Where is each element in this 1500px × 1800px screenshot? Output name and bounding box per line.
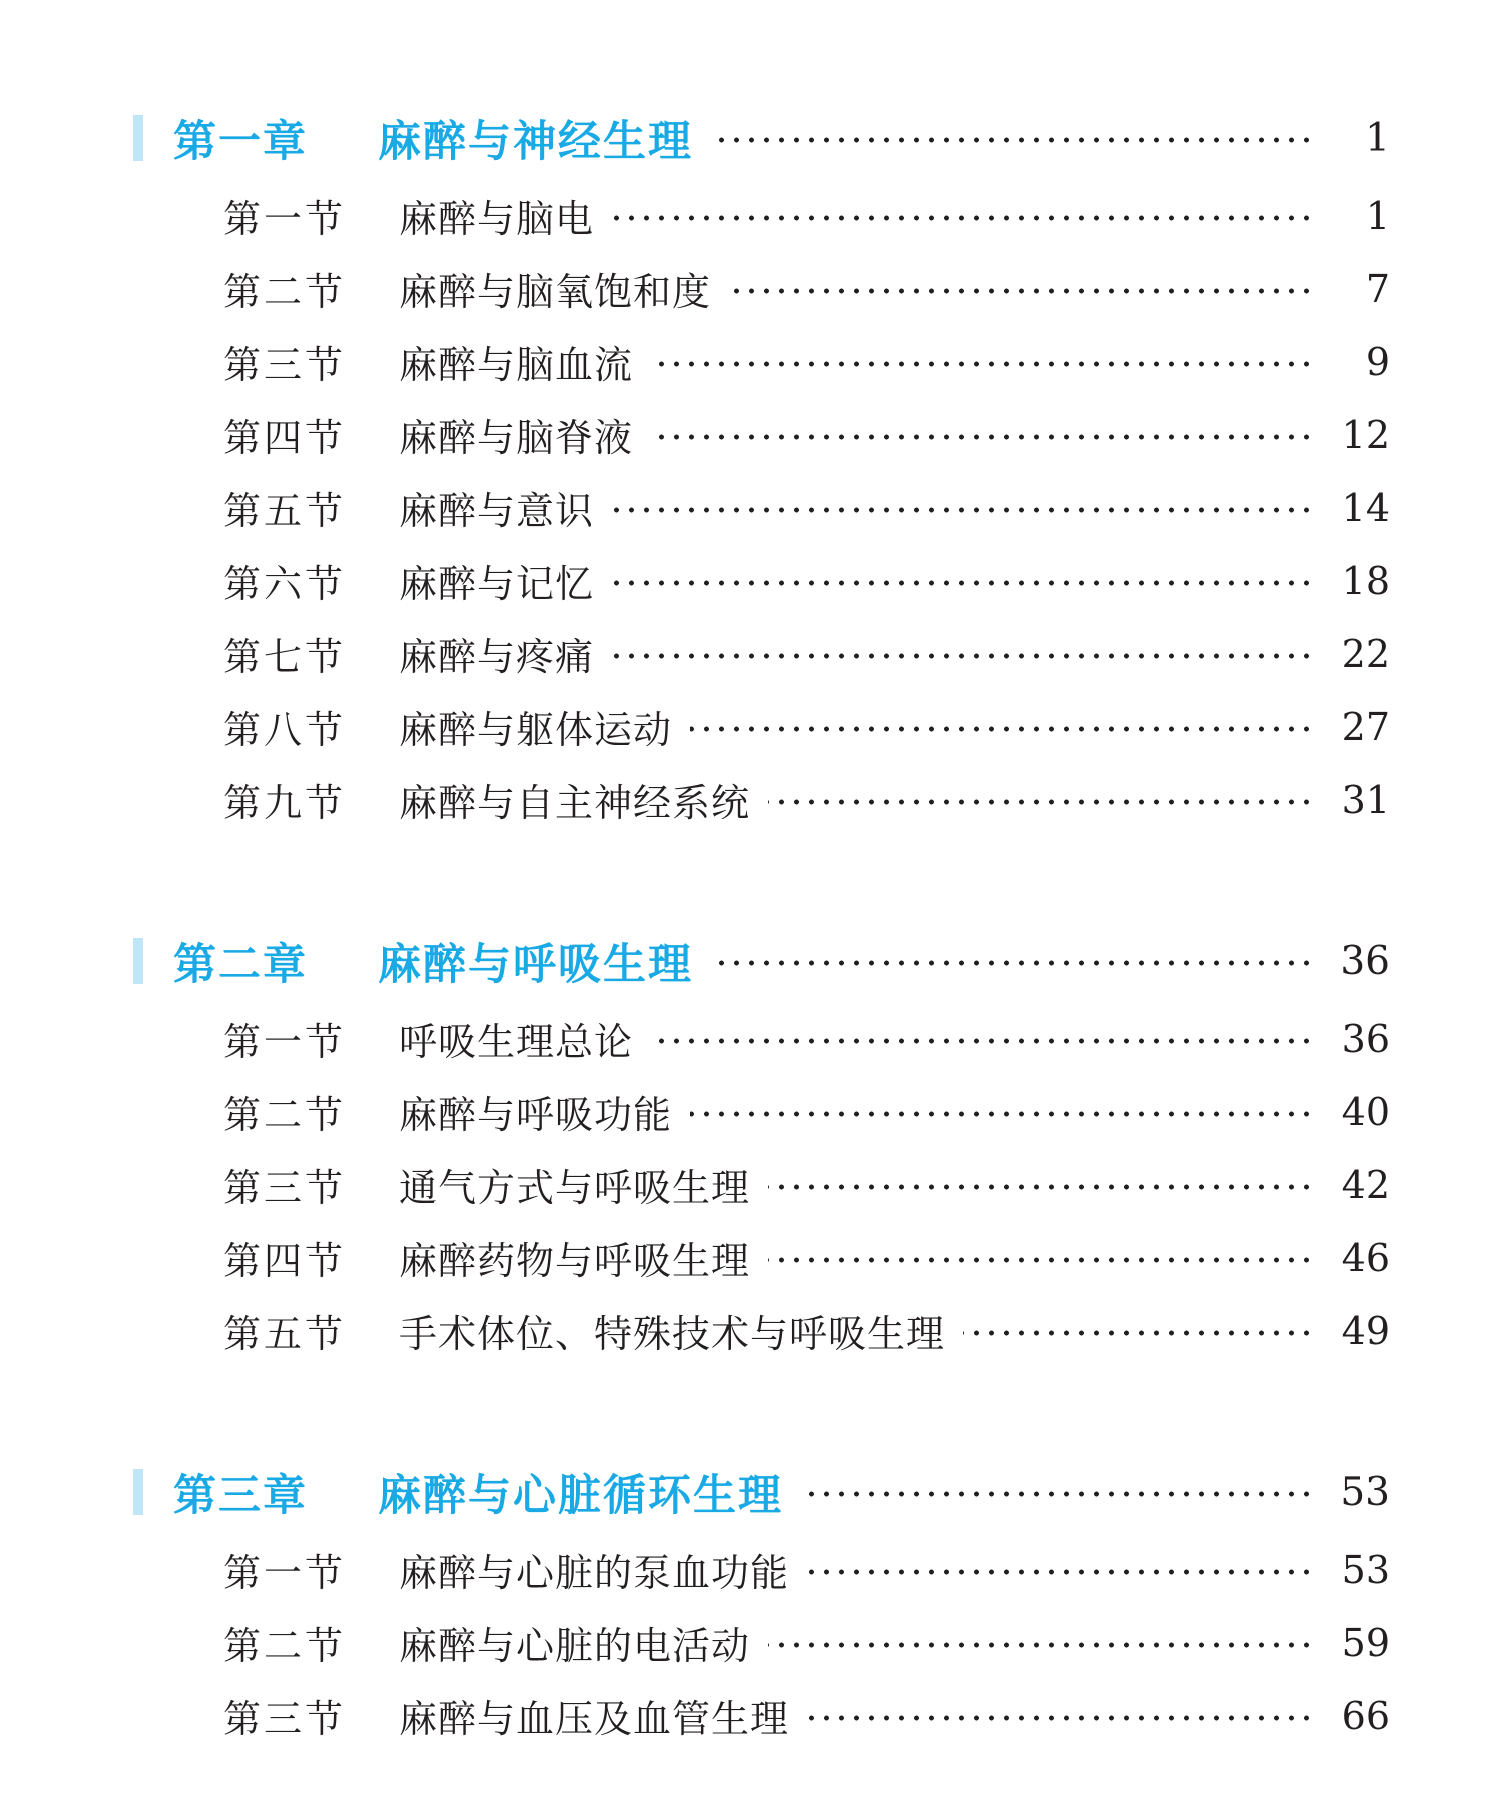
section-title: 麻醉药物与呼吸生理 — [399, 1239, 751, 1283]
section-entry[interactable] — [133, 1221, 1390, 1294]
section-title: 麻醉与自主神经系统 — [399, 781, 751, 825]
section-title: 呼吸生理总论 — [399, 1020, 634, 1064]
section-page-number: 36 — [1341, 1016, 1390, 1061]
section-entry[interactable] — [133, 1075, 1390, 1148]
section-page-number: 42 — [1341, 1162, 1390, 1207]
section-number: 第二节 — [223, 1093, 347, 1137]
dot-leader — [612, 215, 1314, 221]
dot-leader — [612, 580, 1314, 586]
chapter-title: 麻醉与心脏循环生理 — [378, 1470, 783, 1521]
dot-leader — [690, 1111, 1314, 1117]
chapter-heading[interactable] — [133, 105, 1390, 171]
section-page-number: 66 — [1341, 1693, 1390, 1738]
section-title: 麻醉与意识 — [399, 489, 595, 533]
section-title: 麻醉与脑脊液 — [399, 416, 634, 460]
chapter-number: 第一章 — [173, 116, 308, 167]
section-number: 第一节 — [223, 1020, 347, 1064]
chapter-heading[interactable] — [133, 928, 1390, 994]
dot-leader — [651, 434, 1314, 440]
section-number: 第五节 — [223, 489, 347, 533]
section-entry[interactable] — [133, 325, 1390, 398]
section-page-number: 53 — [1341, 1547, 1390, 1592]
section-page-number: 18 — [1341, 558, 1390, 603]
section-entry[interactable] — [133, 1679, 1390, 1752]
section-number: 第三节 — [223, 1166, 347, 1210]
chapter-page-number: 36 — [1340, 938, 1390, 984]
section-title: 麻醉与脑血流 — [399, 343, 634, 387]
dot-leader — [612, 653, 1314, 659]
section-title: 麻醉与脑电 — [399, 197, 595, 241]
section-title: 麻醉与血压及血管生理 — [399, 1697, 790, 1741]
section-number: 第一节 — [223, 197, 347, 241]
dot-leader — [801, 1491, 1314, 1497]
section-number: 第五节 — [223, 1312, 347, 1356]
section-entry[interactable] — [133, 763, 1390, 836]
section-entry[interactable] — [133, 1148, 1390, 1221]
section-title: 麻醉与心脏的泵血功能 — [399, 1551, 790, 1595]
chapter-title: 麻醉与神经生理 — [378, 116, 693, 167]
section-number: 第八节 — [223, 708, 347, 752]
section-number: 第七节 — [223, 635, 347, 679]
section-entry[interactable] — [133, 1294, 1390, 1367]
section-entry[interactable] — [133, 544, 1390, 617]
dot-leader — [768, 1642, 1314, 1648]
dot-leader — [651, 361, 1314, 367]
section-page-number: 14 — [1341, 485, 1390, 530]
dot-leader — [651, 1038, 1314, 1044]
section-page-number: 31 — [1341, 777, 1390, 822]
section-title: 通气方式与呼吸生理 — [399, 1166, 751, 1210]
dot-leader — [612, 507, 1314, 513]
dot-leader — [711, 960, 1314, 966]
section-title: 麻醉与心脏的电活动 — [399, 1624, 751, 1668]
section-title: 麻醉与呼吸功能 — [399, 1093, 673, 1137]
chapter-marker-bar — [133, 1469, 143, 1515]
table-of-contents — [133, 105, 1390, 1752]
section-title: 麻醉与记忆 — [399, 562, 595, 606]
chapter-title: 麻醉与呼吸生理 — [378, 939, 693, 990]
section-entry[interactable] — [133, 252, 1390, 325]
section-entry[interactable] — [133, 1533, 1390, 1606]
section-number: 第一节 — [223, 1551, 347, 1595]
section-page-number: 40 — [1341, 1089, 1390, 1134]
chapter-3 — [133, 1459, 1390, 1752]
section-number: 第六节 — [223, 562, 347, 606]
section-number: 第二节 — [223, 1624, 347, 1668]
chapter-number: 第三章 — [173, 1470, 308, 1521]
section-number: 第三节 — [223, 343, 347, 387]
section-page-number: 27 — [1341, 704, 1390, 749]
section-entry[interactable] — [133, 179, 1390, 252]
section-entry[interactable] — [133, 471, 1390, 544]
dot-leader — [729, 288, 1314, 294]
section-number: 第二节 — [223, 270, 347, 314]
chapter-page-number: 53 — [1340, 1469, 1390, 1515]
chapter-2 — [133, 928, 1390, 1367]
section-page-number: 59 — [1341, 1620, 1390, 1665]
section-entry[interactable] — [133, 1002, 1390, 1075]
section-page-number: 7 — [1365, 266, 1390, 311]
section-entry[interactable] — [133, 690, 1390, 763]
dot-leader — [807, 1715, 1314, 1721]
dot-leader — [963, 1330, 1314, 1336]
chapter-marker-bar — [133, 938, 143, 984]
section-entry[interactable] — [133, 398, 1390, 471]
section-page-number: 9 — [1365, 339, 1390, 384]
chapter-number: 第二章 — [173, 939, 308, 990]
section-number: 第四节 — [223, 1239, 347, 1283]
section-number: 第四节 — [223, 416, 347, 460]
section-number: 第三节 — [223, 1697, 347, 1741]
section-number: 第九节 — [223, 781, 347, 825]
chapter-marker-bar — [133, 115, 143, 161]
dot-leader — [768, 799, 1314, 805]
dot-leader — [807, 1569, 1314, 1575]
chapter-page-number: 1 — [1365, 115, 1390, 161]
chapter-heading[interactable] — [133, 1459, 1390, 1525]
section-page-number: 49 — [1341, 1308, 1390, 1353]
section-title: 麻醉与疼痛 — [399, 635, 595, 679]
section-page-number: 22 — [1341, 631, 1390, 676]
section-entry[interactable] — [133, 1606, 1390, 1679]
dot-leader — [768, 1257, 1314, 1263]
chapter-1 — [133, 105, 1390, 836]
section-page-number: 12 — [1341, 412, 1390, 457]
section-entry[interactable] — [133, 617, 1390, 690]
section-page-number: 1 — [1365, 193, 1390, 238]
section-title: 麻醉与脑氧饱和度 — [399, 270, 712, 314]
section-page-number: 46 — [1341, 1235, 1390, 1280]
dot-leader — [711, 137, 1314, 143]
dot-leader — [690, 726, 1314, 732]
section-title: 麻醉与躯体运动 — [399, 708, 673, 752]
section-title: 手术体位、特殊技术与呼吸生理 — [399, 1312, 946, 1356]
dot-leader — [768, 1184, 1314, 1190]
